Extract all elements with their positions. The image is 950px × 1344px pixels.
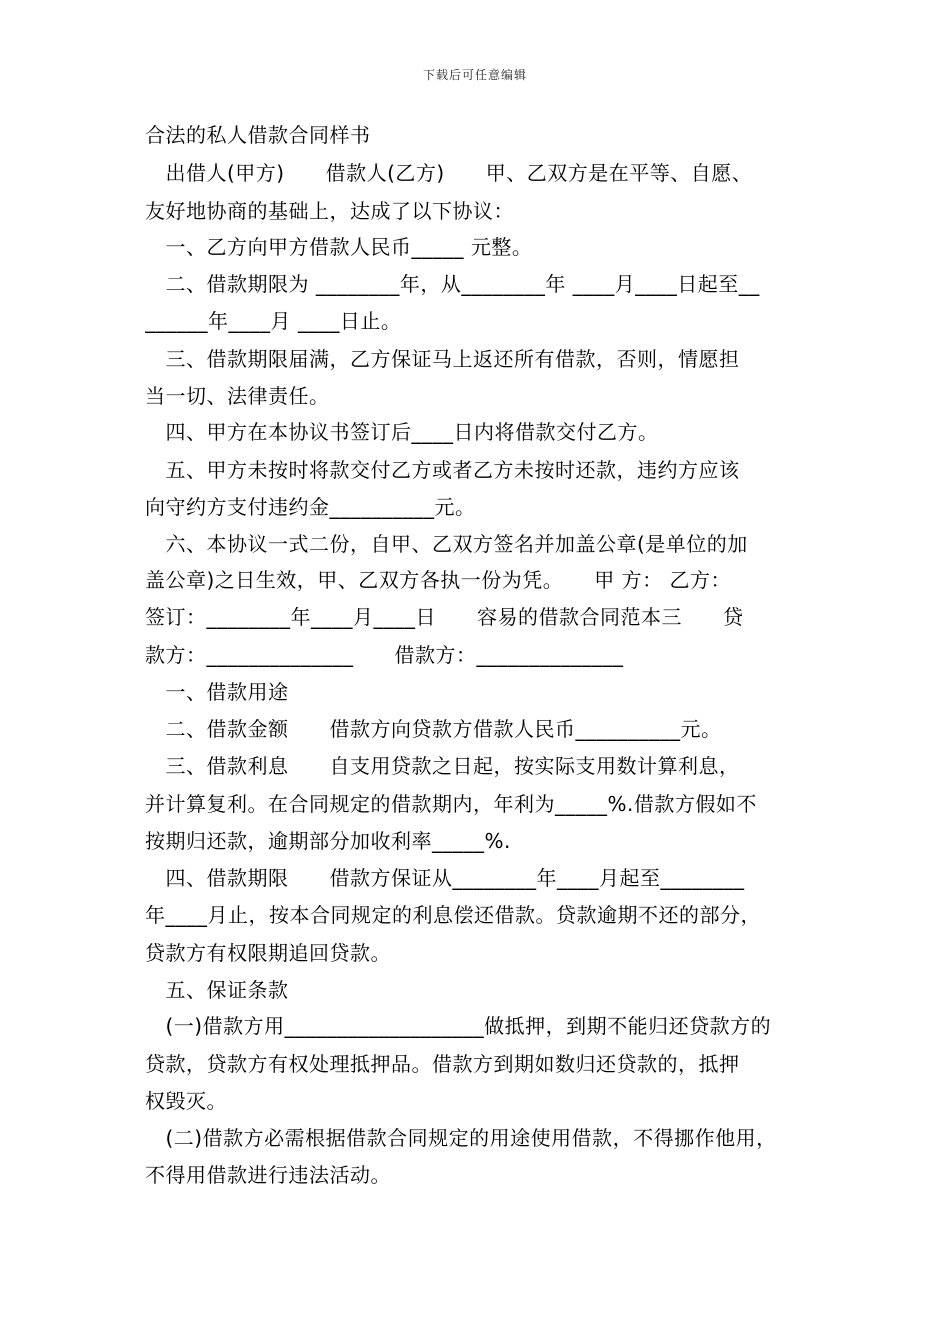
document-line: 签订：________年____月____日 容易的借款合同范本三 贷 xyxy=(145,605,744,629)
document-line: 款方：______________ 借款方：______________ xyxy=(145,643,624,667)
document-line: 三、借款期限届满，乙方保证马上返还所有借款，否则，情愿担 xyxy=(145,347,740,371)
document-line: 年____月止，按本合同规定的利息偿还借款。贷款逾期不还的部分， xyxy=(145,903,761,927)
document-line: 六、本协议一式二份，自甲、乙双方签名并加盖公章(是单位的加 xyxy=(145,532,748,556)
document-line: 权毁灭。 xyxy=(145,1089,227,1113)
document-line: 一、借款用途 xyxy=(145,680,289,704)
document-line: 当一切、法律责任。 xyxy=(145,384,330,408)
document-line: 五、甲方未按时将款交付乙方或者乙方未按时还款，违约方应该 xyxy=(145,458,740,482)
document-line: 按期归还款，逾期部分加收利率_____%. xyxy=(145,829,511,853)
document-line: 不得用借款进行违法活动。 xyxy=(145,1163,391,1187)
document-line: ______年____月 ____日止。 xyxy=(145,309,402,333)
document-line: 五、保证条款 xyxy=(145,978,289,1002)
document-line: (二)借款方必需根据借款合同规定的用途使用借款，不得挪作他用， xyxy=(145,1126,777,1150)
document-line: (一)借款方用___________________做抵押，到期不能归还贷款方的 xyxy=(145,1014,772,1038)
document-line: 向守约方支付违约金__________元。 xyxy=(145,495,476,519)
document-line: 四、借款期限 借款方保证从________年____月起至________ xyxy=(145,866,745,890)
document-line: 友好地协商的基础上，达成了以下协议： xyxy=(145,199,514,223)
document-line: 二、借款期限为 ________年，从________年 ____月____日起至__ xyxy=(145,272,760,296)
document-line: 贷款，贷款方有权处理抵押品。借款方到期如数归还贷款的，抵押 xyxy=(145,1052,740,1076)
document-line: 二、借款金额 借款方向贷款方借款人民币__________元。 xyxy=(145,717,722,741)
document-line: 并计算复利。在合同规定的借款期内，年利为_____%.借款方假如不 xyxy=(145,792,757,816)
document-line: 出借人(甲方) 借款人(乙方) 甲、乙双方是在平等、自愿、 xyxy=(145,161,753,185)
document-line: 一、乙方向甲方借款人民币_____ 元整。 xyxy=(145,235,533,259)
document-line: 贷款方有权限期追回贷款。 xyxy=(145,941,391,965)
document-line: 三、借款利息 自支用贷款之日起，按实际支用数计算利息， xyxy=(145,754,740,778)
header-note: 下载后可任意编辑 xyxy=(422,68,527,82)
document-line: 四、甲方在本协议书签订后____日内将借款交付乙方。 xyxy=(145,420,659,444)
document-line: 盖公章)之日生效，甲、乙双方各执一份为凭。 甲 方： 乙方： xyxy=(145,568,732,592)
document-title: 合法的私人借款合同样书 xyxy=(145,123,371,147)
